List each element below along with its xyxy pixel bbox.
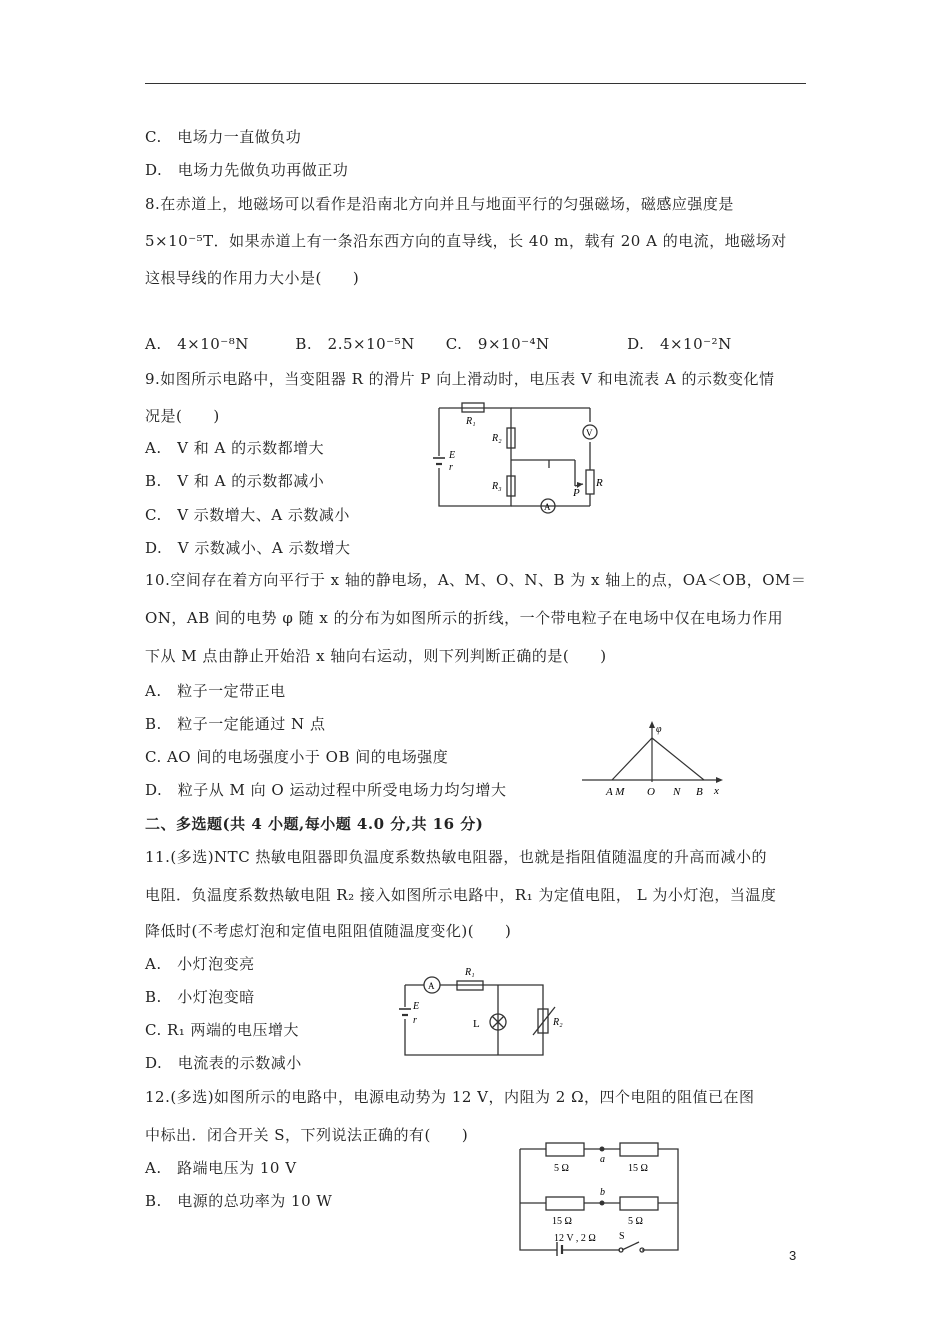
q11-label-r1: R₁	[465, 967, 475, 978]
q9-label-r3: R₃	[492, 481, 502, 492]
q9-option-a: A. V 和 A 的示数都增大	[145, 439, 325, 457]
q12-label-15ohm-top: 15 Ω	[628, 1163, 648, 1174]
q9-r-rheostat	[586, 470, 594, 494]
q11-option-d: D. 电流表的示数减小	[145, 1054, 302, 1072]
q12-switch-pivot	[619, 1248, 623, 1252]
q8-text-line1: 8.在赤道上，地磁场可以看作是沿南北方向并且与地面平行的匀强磁场，磁感应强度是	[145, 195, 734, 213]
q9-option-c: C. V 示数增大、A 示数减小	[145, 506, 350, 524]
q10-option-a: A. 粒子一定带正电	[145, 682, 286, 700]
q12-resistor-bottom-right	[620, 1197, 658, 1210]
q12-node-b	[600, 1201, 605, 1206]
q9-label-v: V	[586, 428, 593, 438]
q10-potential-line	[612, 738, 704, 780]
q11-label-a: A	[428, 981, 435, 991]
q11-thermistor-slash	[533, 1007, 555, 1035]
q11-label-r-internal: r	[413, 1015, 417, 1026]
q9-label-r: R	[596, 477, 603, 489]
q10-label-x: x	[714, 785, 719, 797]
q10-text-line3: 下从 M 点由静止开始沿 x 轴向右运动，则下列判断正确的是( )	[145, 647, 607, 665]
q11-text-line2: 电阻．负温度系数热敏电阻 R₂ 接入如图所示电路中，R₁ 为定值电阻， L 为小灯泡，当温度	[145, 886, 777, 904]
q10-label-n: N	[673, 786, 681, 798]
q11-option-c: C. R₁ 两端的电压增大	[145, 1021, 300, 1039]
q12-text-line1: 12.(多选)如图所示的电路中，电源电动势为 12 V，内阻为 2 Ω，四个电阻的阻值已在图	[145, 1088, 755, 1106]
q12-resistor-top-right	[620, 1143, 658, 1156]
q9-label-p: P	[573, 487, 580, 499]
q12-label-source: 12 V , 2 Ω	[554, 1233, 596, 1244]
q9-circuit-figure	[425, 398, 615, 520]
q11-circuit-figure	[395, 965, 570, 1060]
q10-option-b: B. 粒子一定能通过 N 点	[145, 715, 326, 733]
q9-label-a: A	[544, 502, 551, 512]
q10-label-phi: φ	[656, 724, 662, 735]
q10-text-line2: ON，AB 间的电势 φ 随 x 的分布为如图所示的折线，一个带电粒子在电场中仅在电场力作用	[145, 609, 784, 627]
q9-label-e: E	[449, 450, 456, 461]
q10-option-d: D. 粒子从 M 向 O 运动过程中所受电场力均匀增大	[145, 781, 507, 799]
q12-option-b: B. 电源的总功率为 10 W	[145, 1192, 333, 1210]
q10-potential-graph	[580, 720, 730, 800]
q9-label-r1: R₁	[466, 416, 476, 427]
q12-option-a: A. 路端电压为 10 V	[145, 1159, 297, 1177]
q11-label-r2: R₂	[553, 1017, 563, 1028]
q9-label-r2: R₂	[492, 433, 502, 444]
q12-label-5ohm-top: 5 Ω	[554, 1163, 569, 1174]
q10-option-c: C. AO 间的电场强度小于 OB 间的电场强度	[145, 748, 449, 766]
q7-option-d: D. 电场力先做负功再做正功	[145, 161, 349, 179]
q12-label-a: a	[600, 1154, 605, 1165]
q9-text-line2: 况是( )	[145, 407, 220, 425]
q7-option-c: C. 电场力一直做负功	[145, 128, 302, 146]
q11-option-a: A. 小灯泡变亮	[145, 955, 255, 973]
q12-circuit-figure	[512, 1133, 687, 1258]
q12-resistor-bottom-left	[546, 1197, 584, 1210]
q11-text-line3: 降低时(不考虑灯泡和定值电阻阻值随温度变化)( )	[145, 922, 512, 940]
q10-label-o: O	[647, 786, 655, 798]
q10-label-am: A M	[606, 786, 625, 798]
q12-label-5ohm-bottom: 5 Ω	[628, 1216, 643, 1227]
q8-text-line3: 这根导线的作用力大小是( )	[145, 269, 360, 287]
q10-label-b: B	[696, 786, 703, 798]
q9-label-r-internal: r	[449, 462, 453, 473]
q11-option-b: B. 小灯泡变暗	[145, 988, 255, 1006]
q9-text-line1: 9.如图所示电路中，当变阻器 R 的滑片 P 向上滑动时，电压表 V 和电流表 A 的示数变化情	[145, 370, 775, 388]
q12-label-b: b	[600, 1187, 605, 1198]
q12-label-15ohm-bottom: 15 Ω	[552, 1216, 572, 1227]
q11-text-line1: 11.(多选)NTC 热敏电阻器即负温度系数热敏电阻器，也就是指阻值随温度的升高而减小的	[145, 848, 767, 866]
q10-text-line1: 10.空间存在着方向平行于 x 轴的静电场，A、M、O、N、B 为 x 轴上的点，OA＜OB，OM＝	[145, 571, 807, 589]
page-number: 3	[789, 1248, 797, 1263]
header-rule	[145, 83, 806, 84]
section-2-heading: 二、多选题(共 4 小题,每小题 4.0 分,共 16 分)	[145, 815, 484, 833]
q12-text-line2: 中标出．闭合开关 S，下列说法正确的有( )	[145, 1126, 469, 1144]
q11-label-l: L	[473, 1018, 480, 1030]
q8-text-line2: 5×10⁻⁵T．如果赤道上有一条沿东西方向的直导线，长 40 m，载有 20 A 的电流，地磁场对	[145, 232, 787, 250]
q8-options: A. 4×10⁻⁸N B. 2.5×10⁻⁵N C. 9×10⁻⁴N D. 4×10⁻²N	[145, 335, 732, 353]
q12-switch-blade	[622, 1242, 639, 1250]
q11-label-e: E	[413, 1001, 420, 1012]
q9-option-b: B. V 和 A 的示数都减小	[145, 472, 325, 490]
q12-label-s: S	[619, 1231, 625, 1242]
q9-option-d: D. V 示数减小、A 示数增大	[145, 539, 351, 557]
q12-resistor-top-left	[546, 1143, 584, 1156]
q12-node-a	[600, 1147, 605, 1152]
